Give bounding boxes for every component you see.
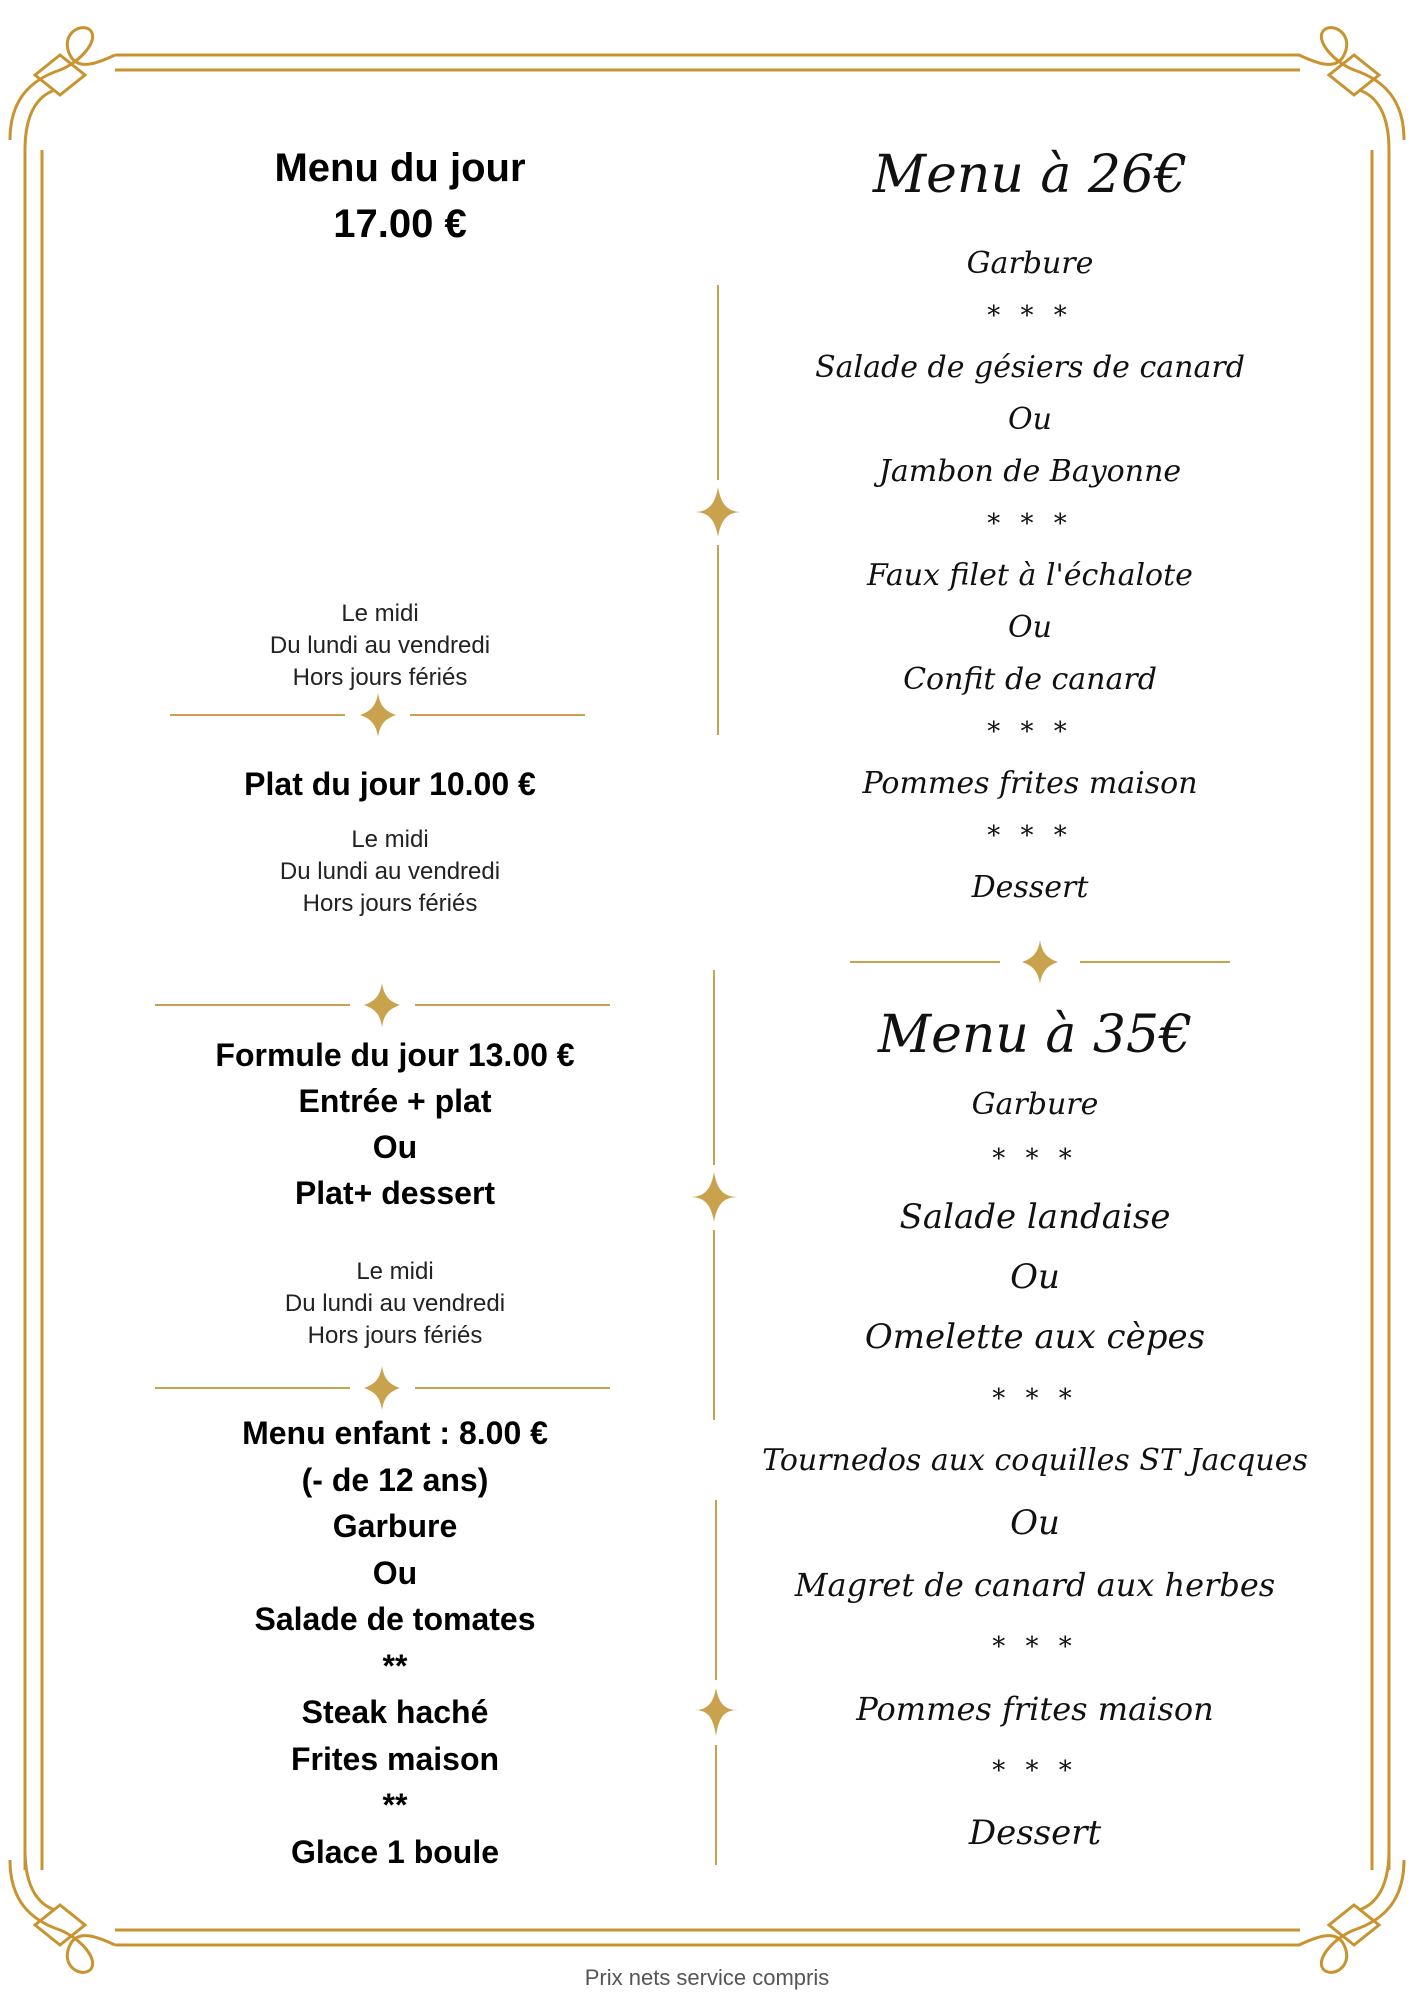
menu-enfant-line: Menu enfant : 8.00 €: [242, 1415, 548, 1451]
menu-item: Magret de canard aux herbes: [794, 1566, 1276, 1604]
menu-item: Garbure: [971, 1087, 1099, 1122]
menu-enfant-line: **: [382, 1787, 408, 1823]
plat-du-jour-section: [130, 762, 650, 920]
menu-separator: * * *: [992, 1756, 1078, 1786]
menu-item: Dessert: [968, 1813, 1102, 1853]
menu-enfant-line: Glace 1 boule: [290, 1833, 500, 1870]
menu-du-jour-conditions: [120, 598, 640, 694]
condition-line: Du lundi au vendredi: [269, 632, 491, 659]
menu-separator: * * *: [987, 509, 1073, 539]
menu-enfant-line: (- de 12 ans): [301, 1461, 489, 1498]
menu-item: Salade de gésiers de canard: [815, 350, 1245, 385]
corner-ornament-bl: [10, 1850, 115, 1972]
corner-ornament-tl: [10, 28, 115, 150]
menu-separator: * * *: [992, 1384, 1078, 1414]
menu-26-section: [740, 140, 1320, 914]
menu-item: Dessert: [971, 870, 1089, 905]
condition-line: Le midi: [341, 600, 419, 627]
menu-du-jour-title: Menu du jour: [274, 146, 526, 190]
sparkle-icon: [360, 693, 396, 737]
condition-line: Le midi: [351, 826, 429, 853]
menu-du-jour-section: [140, 140, 660, 252]
formule-line: Plat+ dessert: [294, 1175, 496, 1211]
menu-enfant-line: Salade de tomates: [254, 1601, 536, 1637]
menu-item: Pommes frites maison: [862, 766, 1198, 801]
menu-item: Faux filet à l'échalote: [867, 558, 1193, 593]
sparkle-icon: [1022, 940, 1058, 984]
menu-enfant-line: Garbure: [332, 1508, 458, 1544]
menu-separator: * * *: [987, 717, 1073, 747]
menu-enfant-line: **: [382, 1647, 408, 1684]
menu-separator: * * *: [987, 821, 1073, 851]
plat-du-jour-title: Plat du jour 10.00 €: [244, 766, 536, 802]
menu-item: Pommes frites maison: [856, 1690, 1214, 1728]
corner-ornament-br: [1299, 1850, 1404, 1972]
menu-item: Ou: [1010, 1257, 1060, 1297]
footer-note: Prix nets service compris: [584, 1965, 830, 1990]
menu-separator: * * *: [987, 301, 1073, 331]
sparkle-icon: [694, 487, 742, 537]
menu-item: Salade landaise: [899, 1197, 1171, 1237]
menu-35-section: [745, 1000, 1325, 1864]
menu-35-title: Menu à 35€: [877, 1005, 1193, 1065]
menu-item: Confit de canard: [903, 662, 1157, 697]
formule-section: [135, 1032, 655, 1352]
menu-item: Ou: [1008, 610, 1052, 645]
menu-26-title: Menu à 26€: [872, 145, 1188, 205]
condition-line: Hors jours fériés: [302, 890, 478, 917]
corner-ornament-tr: [1299, 28, 1404, 150]
menu-item: Ou: [1010, 1503, 1060, 1543]
menu-enfant-line: Steak haché: [301, 1694, 489, 1730]
condition-line: Du lundi au vendredi: [279, 858, 501, 885]
menu-item: Jambon de Bayonne: [878, 454, 1182, 489]
sparkle-icon: [364, 1366, 400, 1410]
condition-line: Hors jours fériés: [307, 1322, 483, 1349]
menu-du-jour-price: 17.00 €: [333, 202, 467, 246]
menu-enfant-line: Frites maison: [290, 1740, 500, 1777]
sparkle-icon: [690, 1172, 738, 1222]
formule-line: Formule du jour 13.00 €: [215, 1037, 575, 1073]
menu-separator: * * *: [992, 1632, 1078, 1662]
menu-enfant-line: Ou: [372, 1554, 418, 1591]
sparkle-icon: [364, 983, 400, 1027]
menu-separator: * * *: [992, 1144, 1078, 1174]
menu-item: Tournedos aux coquilles ST Jacques: [762, 1443, 1308, 1478]
menu-item: Ou: [1008, 402, 1052, 437]
condition-line: Hors jours fériés: [292, 664, 468, 691]
menu-item: Garbure: [966, 246, 1094, 281]
formule-line: Entrée + plat: [298, 1083, 492, 1119]
menu-enfant-section: [135, 1410, 655, 1875]
menu-item: Omelette aux cèpes: [864, 1317, 1206, 1357]
condition-line: Le midi: [356, 1258, 434, 1285]
sparkle-icon: [694, 1688, 738, 1736]
formule-line: Ou: [372, 1129, 418, 1165]
condition-line: Du lundi au vendredi: [284, 1290, 506, 1317]
